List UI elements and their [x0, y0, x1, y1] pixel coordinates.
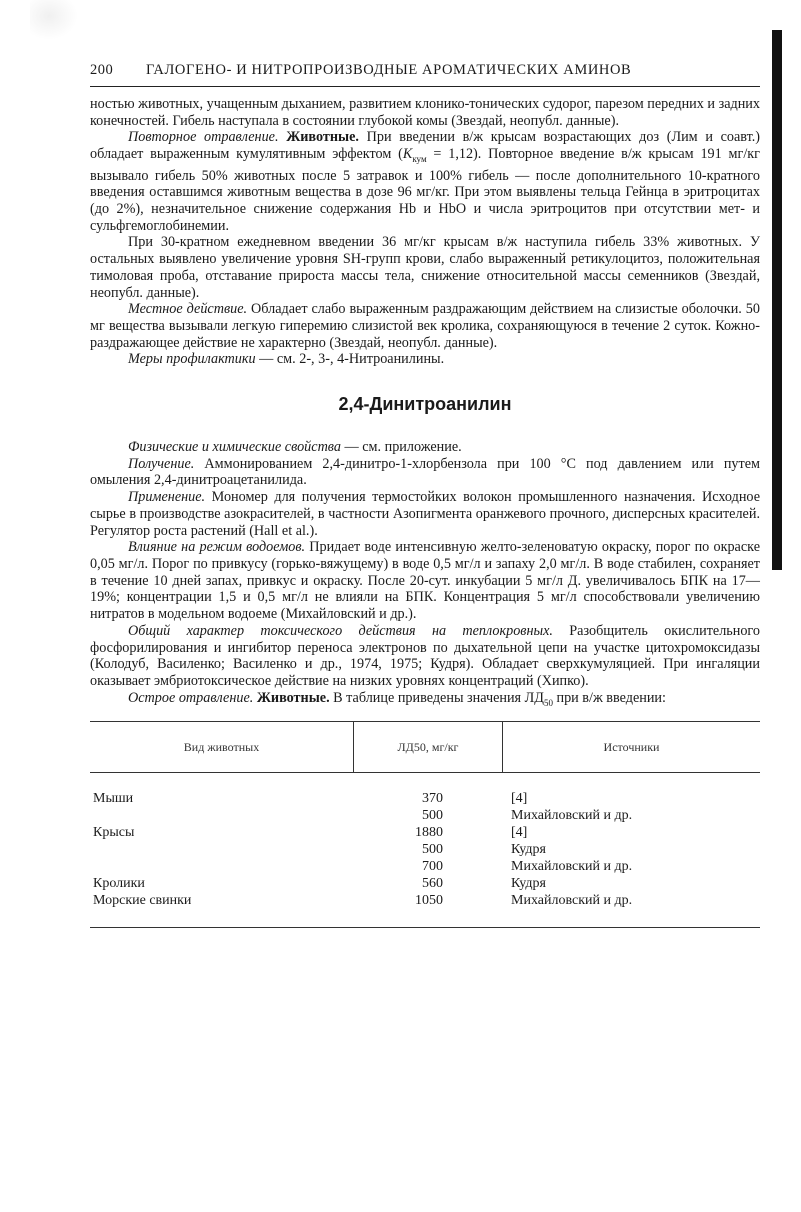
page-number: 200 [90, 62, 114, 78]
paragraph-text: — см. 2-, 3-, 4-Нитроанилины. [255, 351, 445, 368]
table-row [90, 858, 760, 875]
dose-cell: 500 [422, 842, 443, 858]
bold-label: Животные. [286, 129, 359, 146]
scan-smudge [30, 0, 78, 40]
table-row [90, 875, 760, 892]
column-header-dose: ЛД50, мг/кг [353, 722, 503, 772]
section-lead: Физические и химические свойства [128, 439, 341, 456]
animal-cell [90, 807, 353, 824]
section-lead: Острое отравление. [128, 689, 254, 706]
paragraph-water-effect [90, 539, 760, 623]
section-heading: 2,4-Динитроанилин [338, 394, 512, 415]
dose-cell: 1050 [415, 893, 443, 909]
source-cell: Кудря [511, 842, 546, 858]
table-row [90, 892, 760, 909]
paragraph-toxic-character [90, 623, 760, 690]
paragraph-prevention [90, 351, 760, 368]
source-cell: [4] [511, 825, 528, 841]
table-row [90, 841, 760, 858]
column-header-source: Источники [603, 739, 660, 754]
paragraph-text: При введении в/ж крысам возрастающих доз (Лим и соавт.) обладает выраженным кумулятивным эффектом ( [90, 129, 761, 163]
paragraph-30-day: При 30-кратном ежедневном введении 36 мг/кг крысам в/ж наступила гибель 33% животных. У остальных выявлено увеличение уровня SH-групп крови, слабо выраженный ретикулоцитоз, положительная тимоловая проба, отставание прироста массы тела, снижение относительной массы семенников (Звездай, неопубл. данные). [90, 234, 760, 301]
paragraph-text: Обладает слабо выраженным раздражающим действием на слизистые оболочки. 50 мг вещества вызывали легкую гиперемию слизистой век кролика, сохраняющуюся в течение 2 суток. Кожно-раздражающее действие не характерно (Звездай, неопубл. данные). [90, 301, 760, 351]
paragraph-text: В таблице приведены значения ЛД [329, 689, 544, 706]
section-lead: Общий характер токсического действия на теплокровных. [128, 622, 553, 639]
animal-cell [90, 841, 353, 858]
running-title: ГАЛОГЕНО- И НИТРОПРОИЗВОДНЫЕ АРОМАТИЧЕСКИХ АМИНОВ [146, 62, 632, 78]
header-rule [90, 86, 760, 87]
scan-edge-shadow [772, 30, 782, 570]
source-cell: Михайловский и др. [511, 859, 633, 875]
animal-cell: Крысы [93, 825, 135, 841]
table-row [90, 790, 760, 807]
paragraph-text: — см. приложение. [340, 439, 462, 456]
paragraph-text: Разобщитель окислительного фосфорилирования и ингибитор переноса электронов по дыхательной цепи на участке цитохромоксидазы (Колодуб, Василенко; Василенко и др., 1974, 1975; Кудря). Обладает сверхкумуляцией. При ингаляции оказывает эмбриотоксическое действие на низких уровнях концентраций (Хипко). [90, 622, 760, 689]
dose-cell: 500 [422, 808, 443, 824]
animal-cell: Морские свинки [93, 893, 192, 909]
paragraph-production [90, 456, 760, 489]
paragraph-text: = 1,12). Повторное введение в/ж крысам 191 мг/кг вызывало гибель 50% животных после 5 затравок и 100% гибель — после дополнительного 10-кратного введения оставшимся животным вещества в дозе 96 мг/кг. При этом выявлены тельца Гейнца в эритроцитах (до 2%), незначительное снижение содержания Hb и HbO и числа эритроцитов при отсутствии мет- и сульфгемоглобинемии. [90, 146, 760, 234]
section-lead: Повторное отравление. [128, 129, 279, 146]
ld50-table [90, 721, 760, 928]
book-page [90, 62, 760, 928]
paragraph-text: при в/ж введении: [552, 689, 666, 706]
dose-cell: 1880 [415, 825, 443, 841]
running-header [90, 62, 760, 79]
k-symbol: K [402, 146, 413, 163]
section-lead: Получение. [128, 455, 195, 472]
section-lead: Применение. [128, 489, 206, 506]
table-header [90, 722, 760, 773]
table-row [90, 824, 760, 841]
source-cell: [4] [511, 791, 528, 807]
ld-subscript: 50 [543, 697, 553, 708]
animal-cell: Мыши [93, 791, 134, 807]
dose-cell: 560 [422, 876, 443, 892]
paragraph-acute-poisoning [90, 690, 760, 712]
animal-cell: Кролики [93, 876, 145, 892]
bold-label: Животные. [256, 689, 330, 706]
section-lead: Меры профилактики [128, 351, 256, 368]
section-lead: Влияние на режим водоемов. [128, 539, 306, 556]
section-lead: Местное действие. [128, 301, 248, 318]
paragraph-application [90, 489, 760, 539]
k-subscript: кум [412, 153, 427, 164]
column-header-animal: Вид животных [183, 739, 260, 754]
paragraph-text: Придает воде интенсивную желто-зеленоватую окраску, порог по окраске 0,05 мг/л. Порог по привкусу (горько-вяжущему) в воде 0,5 мг/л и запаху 2,0 мг/л. В воде стабилен, сохраняет в течение 10 дней запах, привкус и окраску. После 20-сут. инкубации 5 мг/л Д. увеличивалось БПК на 17—19%; концентрации 1,5 и 0,5 мг/л не влияли на БПК. Концентрация 5 мг/л способствовали увеличению нитратов в модельном водоеме (Михайловский и др.). [90, 539, 760, 623]
source-cell: Михайловский и др. [511, 893, 633, 909]
table-row [90, 807, 760, 824]
paragraph-continuation: ностью животных, учащенным дыханием, развитием клонико-тонических судорог, парезом передних и задних конечностей. Гибель наступала в состоянии глубокой комы (Звездай, неопубл. данные). [90, 96, 760, 129]
source-cell: Михайловский и др. [511, 808, 633, 824]
paragraph-text: Мономер для получения термостойких волокон промышленного назначения. Исходное сырье в производстве азокрасителей, в частности Азопигмента оранжевого прочного, дисперсных красителей. Регулятор роста растений (Hall et al.). [90, 489, 760, 539]
dose-cell: 700 [422, 859, 443, 875]
dose-cell: 370 [422, 791, 443, 807]
paragraph-local-action [90, 301, 760, 351]
paragraph-properties [90, 439, 760, 456]
paragraph-repeated-poisoning [90, 129, 760, 234]
source-cell: Кудря [511, 876, 546, 892]
paragraph-text: Аммонированием 2,4-динитро-1-хлорбензола при 100 °С под давлением или путем омыления 2,4-динитроацетанилида. [90, 455, 760, 489]
table-body [90, 773, 760, 927]
animal-cell [90, 858, 353, 875]
